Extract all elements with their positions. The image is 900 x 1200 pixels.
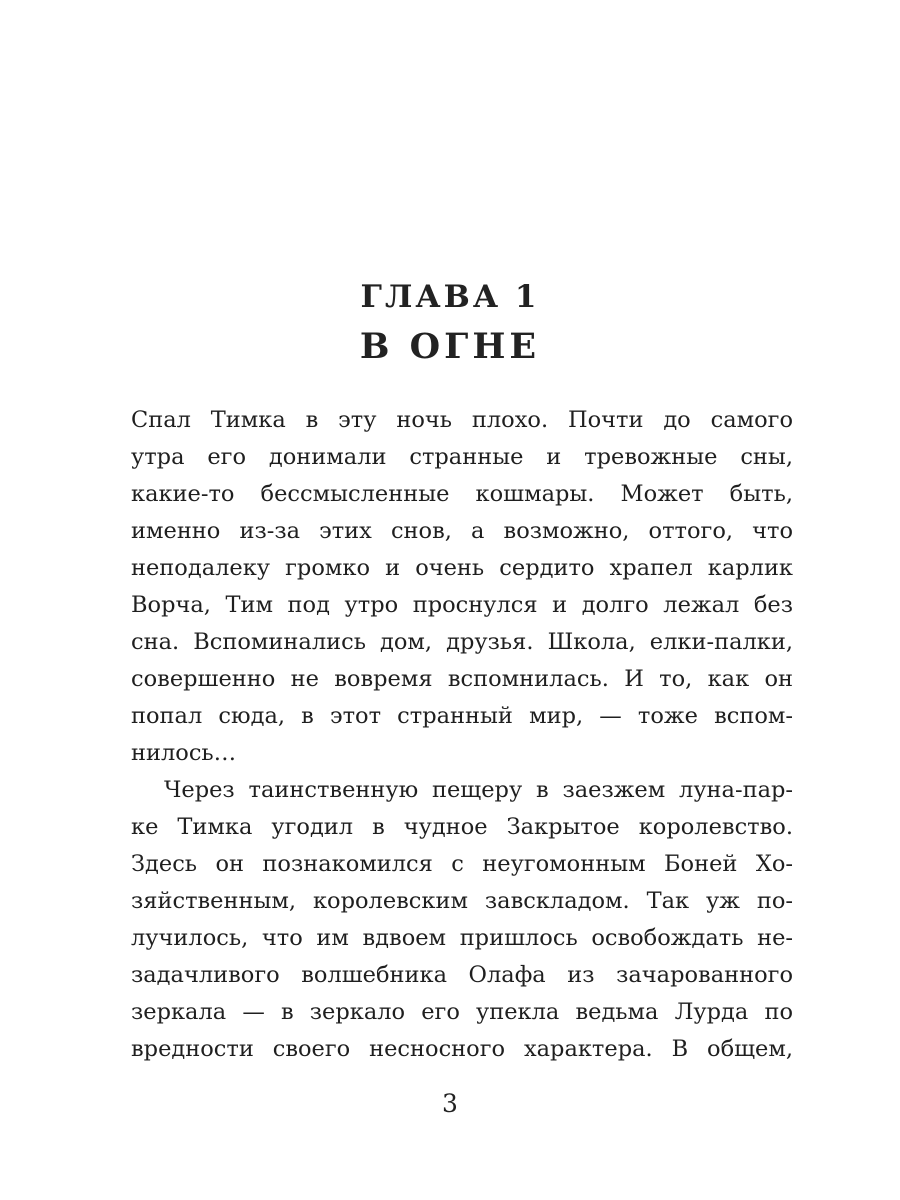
chapter-number: ГЛАВА 1: [360, 279, 540, 315]
body-text: [131, 402, 793, 1068]
text-line: именно из-за этих снов, а возможно, оттого, что: [131, 518, 793, 544]
text-line: задачливого волшебника Олафа из зачарованного: [131, 962, 793, 988]
text-line: какие-то бессмысленные кошмары. Может быть,: [131, 481, 793, 507]
text-line: Спал Тимка в эту ночь плохо. Почти до самого: [131, 407, 793, 433]
text-line: нилось…: [131, 740, 237, 766]
text-line: вредности своего несносного характера. В общем,: [131, 1036, 793, 1062]
text-line: утра его донимали странные и тревожные сны,: [131, 444, 793, 470]
text-line: зеркала — в зеркало его упекла ведьма Лурда по: [131, 999, 793, 1025]
page-number: 3: [442, 1089, 458, 1118]
text-line: ке Тимка угодил в чудное Закрытое королевство.: [131, 814, 793, 840]
text-line: Ворча, Тим под утро проснулся и долго лежал без: [131, 592, 793, 618]
text-line: попал сюда, в этот странный мир, — тоже вспом-: [131, 703, 793, 729]
text-line: зяйственным, королевским завскладом. Так уж по-: [131, 888, 793, 914]
text-line: Через таинственную пещеру в заезжем луна-пар-: [164, 777, 793, 803]
chapter-title: В ОГНЕ: [359, 326, 541, 367]
text-line: лучилось, что им вдвоем пришлось освобождать не-: [131, 925, 793, 951]
text-line: совершенно не вовремя вспомнилась. И то, как он: [131, 666, 793, 692]
text-line: неподалеку громко и очень сердито храпел карлик: [131, 555, 793, 581]
text-line: Здесь он познакомился с неугомонным Боней Хо-: [131, 851, 793, 877]
text-line: сна. Вспоминались дом, друзья. Школа, елки-палки,: [131, 629, 793, 655]
